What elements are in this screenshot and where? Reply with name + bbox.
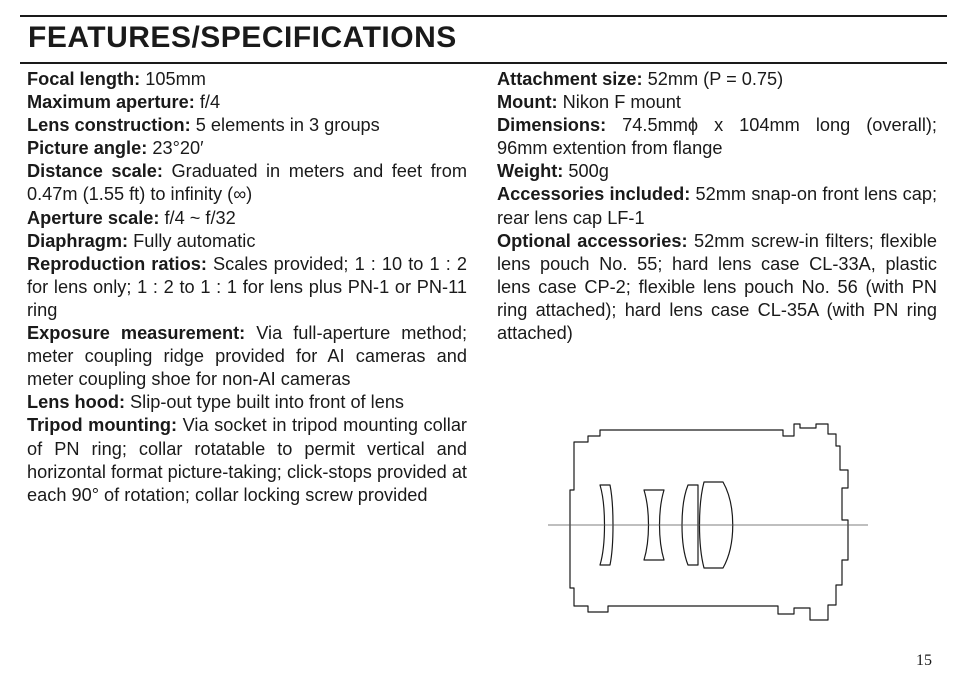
spec-value: 23°20′ bbox=[147, 138, 204, 159]
page-title: FEATURES/SPECIFICATIONS bbox=[28, 21, 457, 54]
header-top-rule bbox=[20, 15, 947, 17]
spec-label: Picture angle: bbox=[27, 138, 148, 159]
spec-label: Aperture scale: bbox=[27, 207, 160, 228]
spec-mount bbox=[497, 91, 937, 114]
spec-distance-scale bbox=[27, 160, 467, 206]
spec-value: f/4 bbox=[194, 92, 221, 113]
spec-value: f/4 ~ f/32 bbox=[159, 207, 236, 228]
spec-value: Scales provided; 1 : 10 to 1 : 2 for lens only; 1 : 2 to 1 : 1 for lens plus PN-1 or PN-11 ring bbox=[27, 253, 467, 320]
spec-weight bbox=[497, 160, 937, 183]
page-number: 15 bbox=[916, 652, 932, 669]
spec-value: 52mm snap-on front lens cap; rear lens cap LF-1 bbox=[497, 184, 937, 228]
spec-label: Accessories included: bbox=[497, 184, 691, 205]
spec-dimensions bbox=[497, 114, 937, 160]
header-bottom-rule bbox=[20, 62, 947, 64]
spec-value: Graduated in meters and feet from 0.47m (1.55 ft) to infinity (∞) bbox=[27, 161, 467, 205]
spec-label: Dimensions: bbox=[497, 115, 607, 136]
spec-focal-length bbox=[27, 68, 467, 91]
specs-left-column bbox=[27, 68, 467, 507]
lens-cross-section-diagram bbox=[548, 410, 868, 640]
spec-value: Slip-out type built into front of lens bbox=[125, 392, 405, 413]
spec-label: Attachment size: bbox=[497, 69, 643, 89]
spec-reproduction-ratios bbox=[27, 253, 467, 322]
lens-barrel-outline bbox=[570, 424, 848, 620]
spec-lens-hood bbox=[27, 391, 467, 414]
spec-accessories-included bbox=[497, 183, 937, 229]
spec-label: Reproduction ratios: bbox=[27, 253, 207, 274]
spec-optional-accessories bbox=[497, 230, 937, 345]
spec-label: Lens hood: bbox=[27, 392, 125, 413]
spec-label: Exposure measurement: bbox=[27, 323, 246, 344]
spec-label: Lens construction: bbox=[27, 115, 191, 136]
spec-label: Tripod mounting: bbox=[27, 415, 178, 436]
spec-value: 74.5mmϕ x 104mm long (overall); 96mm extention from flange bbox=[497, 115, 937, 159]
spec-attachment-size bbox=[497, 68, 937, 91]
spec-label: Optional accessories: bbox=[497, 230, 688, 251]
spec-label: Distance scale: bbox=[27, 161, 163, 182]
spec-value: Nikon F mount bbox=[557, 92, 681, 113]
spec-diaphragm bbox=[27, 230, 467, 253]
spec-value: Via socket in tripod mounting collar of PN ring; collar rotatable to permit vertical and horizontal format picture-taking; click-stops provided at each 90° of rotation; collar locking screw provided bbox=[27, 415, 467, 505]
spec-picture-angle bbox=[27, 137, 467, 160]
spec-value: 105mm bbox=[140, 69, 206, 89]
spec-exposure-measurement bbox=[27, 322, 467, 391]
spec-lens-construction bbox=[27, 114, 467, 137]
spec-label: Weight: bbox=[497, 161, 564, 182]
spec-value: 500g bbox=[563, 161, 609, 182]
spec-label: Mount: bbox=[497, 92, 558, 113]
spec-label: Focal length: bbox=[27, 69, 141, 89]
spec-tripod-mounting bbox=[27, 414, 467, 506]
spec-value: Fully automatic bbox=[128, 230, 256, 251]
spec-label: Maximum aperture: bbox=[27, 92, 195, 113]
spec-value: Via full-aperture method; meter coupling ridge provided for AI cameras and meter coupling shoe for non-AI cameras bbox=[27, 323, 467, 390]
spec-value: 52mm (P = 0.75) bbox=[642, 69, 784, 89]
spec-value: 5 elements in 3 groups bbox=[190, 115, 380, 136]
spec-maximum-aperture bbox=[27, 91, 467, 114]
spec-label: Diaphragm: bbox=[27, 230, 129, 251]
spec-value: 52mm screw-in filters; flexible lens pouch No. 55; hard lens case CL-33A, plastic lens case CP-2; flexible lens pouch No. 56 (with PN ring attached); hard lens case CL-35A (with PN ring attached) bbox=[497, 230, 937, 344]
specs-right-column bbox=[497, 68, 937, 345]
spec-aperture-scale bbox=[27, 207, 467, 230]
